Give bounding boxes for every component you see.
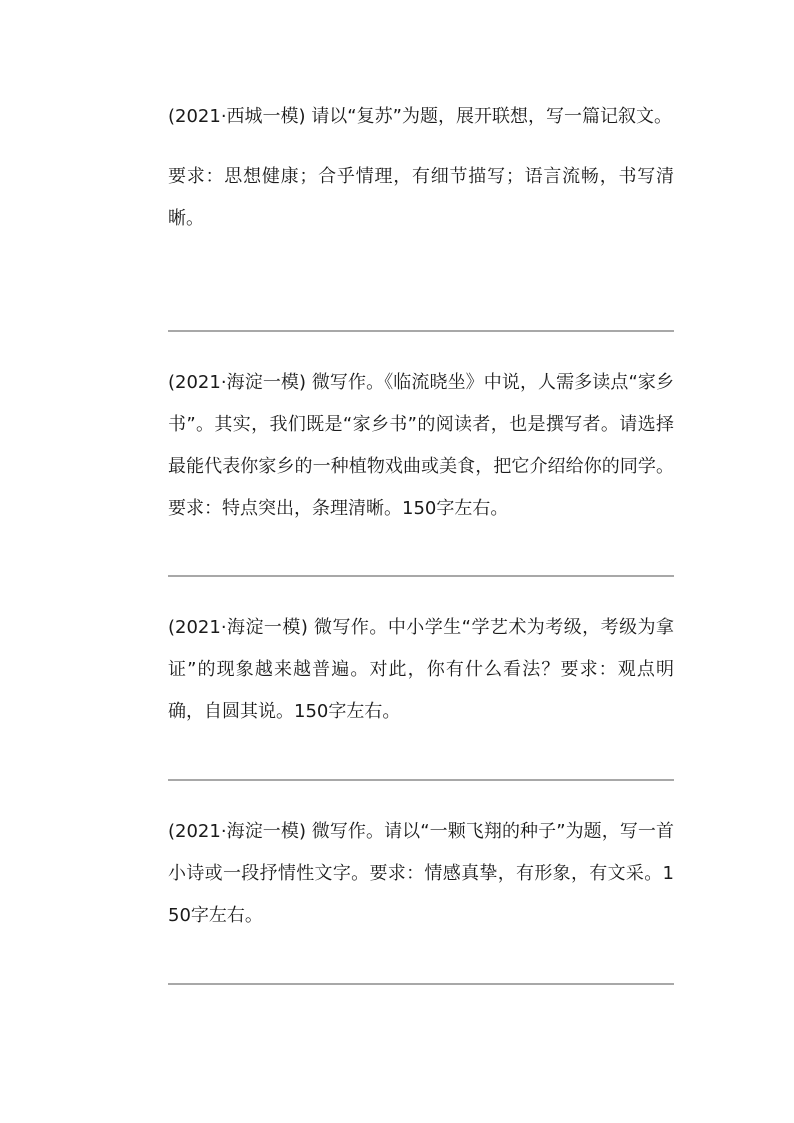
divider-1 (168, 330, 674, 332)
divider-3 (168, 779, 674, 781)
divider-4 (168, 983, 674, 985)
question-3-prompt: (2021·海淀一模) 微写作。中小学生“学艺术为考级，考级为拿证”的现象越来越普遍。对此，你有什么看法？要求：观点明确，自圆其说。150字左右。 (168, 617, 674, 722)
spacer (168, 138, 674, 156)
question-4-prompt: (2021·海淀一模) 微写作。请以“一颗飞翔的种子”为题，写一首小诗或一段抒情性文字。要求：情感真挚，有形象，有文采。150字左右。 (168, 821, 674, 926)
question-2-prompt: (2021·海淀一模) 微写作。《临流晓坐》中说，人需多读点“家乡书”。其实，我们既是“家乡书”的阅读者，也是撰写者。请选择最能代表你家乡的一种植物戏曲或美食，把它介绍给你的同学。要求：特点突出，条理清晰。150字左右。 (168, 372, 674, 519)
question-3 (168, 607, 674, 733)
question-4 (168, 811, 674, 937)
question-1-requirement: 要求：思想健康；合乎情理，有细节描写；语言流畅，书写清晰。 (168, 166, 674, 229)
question-1 (168, 96, 674, 240)
question-1-prompt: (2021·西城一模) 请以“复苏”为题，展开联想，写一篇记叙文。 (168, 106, 672, 127)
divider-2 (168, 575, 674, 577)
question-2 (168, 362, 674, 530)
